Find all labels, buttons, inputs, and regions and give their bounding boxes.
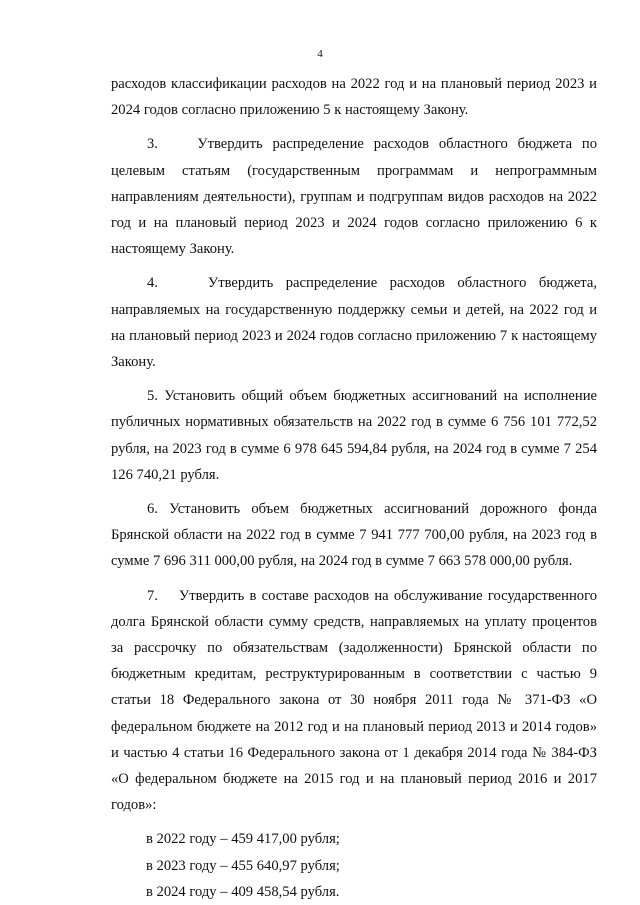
list-item: в 2024 году – 409 458,54 рубля. bbox=[146, 883, 340, 900]
list-item: в 2022 году – 459 417,00 рубля; bbox=[146, 831, 340, 848]
paragraph-item-6: 6. Установить объем бюджетных ассигнований дорожного фонда Брянской области на 2022 год в сумме 7 941 777 700,00 рубля, на 2023 год в сумме 7 696 311 000,00 рубля, на 2024 год в сумме 7 663 578 000,00 рубля. bbox=[111, 501, 597, 570]
paragraph-item-4: 4. Утвердить распределение расходов областного бюджета, направляемых на государственную поддержку семьи и детей, на 2022 год и на плановый период 2023 и 2024 годов согласно приложению 7 к настоящему Закону. bbox=[111, 275, 597, 371]
document-body bbox=[111, 71, 597, 905]
list-item: в 2023 году – 455 640,97 рубля; bbox=[146, 857, 340, 874]
paragraph-item-5: 5. Установить общий объем бюджетных ассигнований на исполнение публичных нормативных обязательств на 2022 год в сумме 6 756 101 772,52 рубля, на 2023 год в сумме 6 978 645 594,84 рубля, на 2024 год в сумме 7 254 126 740,21 рубля. bbox=[111, 388, 597, 483]
paragraph-item-7: 7. Утвердить в составе расходов на обслуживание государственного долга Брянской области сумму средств, направляемых на уплату процентов за рассрочку по обязательствам (задолженности) Брянской области по бюджетным кредитам, реструктурированным в соответствии с частью 9 статьи 18 Федерального закона от 30 ноября 2011 года № 371-ФЗ «О федеральном бюджете на 2012 год и на плановый период 2013 и 2014 годов» и частью 4 статьи 16 Федерального закона от 1 декабря 2014 года № 384-ФЗ «О федеральном бюджете на 2015 год и на плановый период 2016 и 2017 годов»: bbox=[111, 587, 597, 814]
page-number: 4 bbox=[317, 48, 323, 60]
paragraph-item-3: 3. Утвердить распределение расходов областного бюджета по целевым статьям (государственным программам и непрограммным направлениям деятельности), группам и подгруппам видов расходов на 2022 год и на плановый период 2023 и 2024 годов согласно приложению 6 к настоящему Закону. bbox=[111, 136, 597, 258]
interest-amounts-list bbox=[111, 826, 597, 905]
paragraph-continuation: расходов классификации расходов на 2022 год и на плановый период 2023 и 2024 годов согласно приложению 5 к настоящему Закону. bbox=[111, 76, 597, 119]
